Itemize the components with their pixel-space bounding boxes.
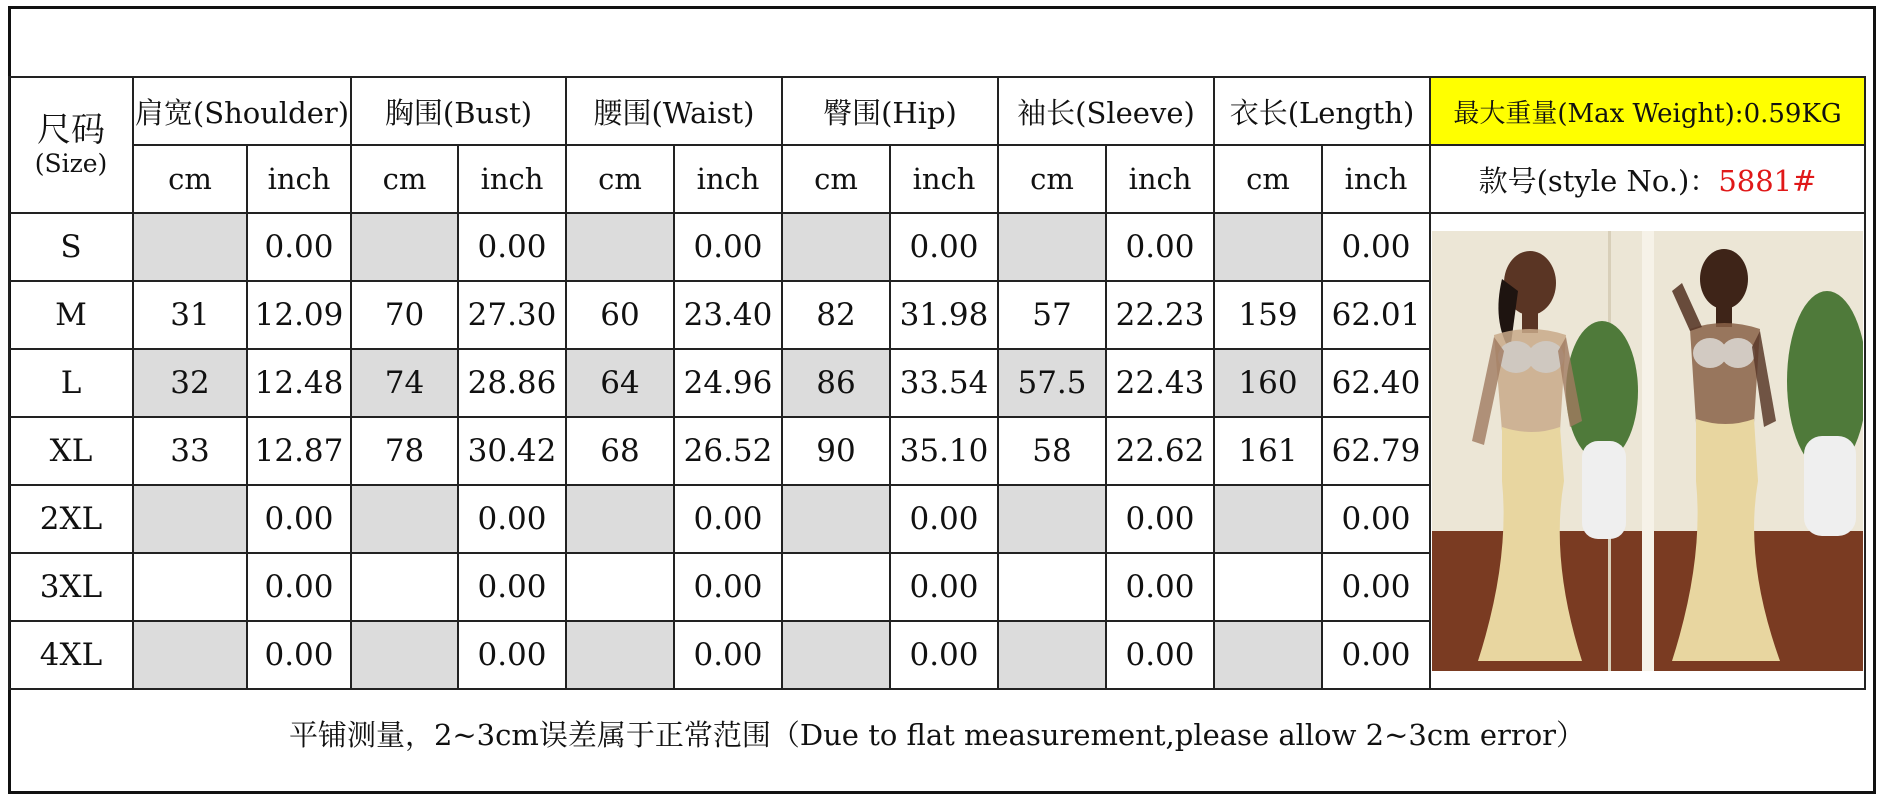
table-cell: 0.00 [890,621,998,689]
table-cell [782,485,890,553]
table-cell: 0.00 [247,553,351,621]
table-cell: 74 [351,349,458,417]
table-cell [351,485,458,553]
table-cell [1214,485,1322,553]
table-cell: 0.00 [1106,621,1214,689]
table-cell [998,621,1106,689]
table-cell: 90 [782,417,890,485]
table-cell [351,213,458,281]
unit-inch: inch [674,145,782,213]
measure-header-sleeve: 袖长(Sleeve) [998,77,1214,145]
table-cell: 0.00 [1106,485,1214,553]
table-cell: 28.86 [458,349,566,417]
table-cell: 0.00 [247,485,351,553]
table-cell: 22.62 [1106,417,1214,485]
table-cell: 27.30 [458,281,566,349]
table-cell: 22.23 [1106,281,1214,349]
table-cell: 82 [782,281,890,349]
size-label: XL [9,417,133,485]
table-cell [566,621,674,689]
table-row [9,213,1865,281]
table-cell: 12.87 [247,417,351,485]
size-header-cn: 尺码 [37,110,105,151]
table-cell: 30.42 [458,417,566,485]
style-number-value: 5881# [1718,163,1817,198]
table-cell: 0.00 [1106,213,1214,281]
table-cell: 62.40 [1322,349,1430,417]
table-cell: 22.43 [1106,349,1214,417]
measure-header-shoulder: 肩宽(Shoulder) [133,77,351,145]
table-cell: 35.10 [890,417,998,485]
table-cell [351,553,458,621]
table-cell: 161 [1214,417,1322,485]
measure-header-bust: 胸围(Bust) [351,77,566,145]
table-cell: 32 [133,349,247,417]
table-cell: 86 [782,349,890,417]
table-cell: 62.01 [1322,281,1430,349]
table-cell: 159 [1214,281,1322,349]
unit-inch: inch [890,145,998,213]
table-cell [1214,621,1322,689]
table-cell: 58 [998,417,1106,485]
table-cell: 0.00 [890,213,998,281]
measure-header-hip: 臀围(Hip) [782,77,998,145]
unit-inch: inch [247,145,351,213]
product-photo [1430,213,1865,689]
style-number-label: 款号(style No.)： [1478,163,1719,198]
size-chart-table [8,76,1866,776]
table-cell [566,485,674,553]
table-cell: 160 [1214,349,1322,417]
table-cell: 0.00 [458,485,566,553]
unit-inch: inch [1322,145,1430,213]
unit-inch: inch [1106,145,1214,213]
table-cell: 0.00 [674,553,782,621]
max-weight-label: 最大重量(Max Weight):0.59KG [1430,77,1865,145]
table-cell: 0.00 [458,553,566,621]
table-cell [133,553,247,621]
header-row [9,77,1865,145]
table-cell [998,553,1106,621]
size-label: 4XL [9,621,133,689]
style-number-cell [1430,145,1865,213]
table-cell: 0.00 [674,213,782,281]
size-header [9,77,133,213]
table-cell [133,621,247,689]
size-label: 3XL [9,553,133,621]
table-cell: 57.5 [998,349,1106,417]
table-cell: 0.00 [247,621,351,689]
table-cell [351,621,458,689]
table-cell: 12.48 [247,349,351,417]
table-cell [566,213,674,281]
table-cell: 78 [351,417,458,485]
table-cell: 62.79 [1322,417,1430,485]
size-header-en: (Size) [34,149,108,179]
photo-illustration [1432,231,1863,671]
table-cell [782,553,890,621]
table-cell [1214,553,1322,621]
table-cell: 26.52 [674,417,782,485]
size-label: L [9,349,133,417]
table-cell: 0.00 [1322,553,1430,621]
unit-cm: cm [566,145,674,213]
unit-cm: cm [782,145,890,213]
size-label: S [9,213,133,281]
table-cell [782,621,890,689]
footer-note: 平铺测量，2~3cm误差属于正常范围（Due to flat measurement,please allow 2~3cm error） [9,689,1865,776]
table-cell: 0.00 [1322,621,1430,689]
table-cell: 57 [998,281,1106,349]
footer-row [9,689,1865,776]
unit-cm: cm [1214,145,1322,213]
table-cell: 23.40 [674,281,782,349]
table-cell: 0.00 [890,485,998,553]
unit-cm: cm [351,145,458,213]
size-label: 2XL [9,485,133,553]
table-cell: 31.98 [890,281,998,349]
table-cell [133,485,247,553]
table-cell [998,485,1106,553]
measure-header-length: 衣长(Length) [1214,77,1430,145]
table-cell: 33.54 [890,349,998,417]
table-cell: 70 [351,281,458,349]
table-cell: 0.00 [247,213,351,281]
table-cell: 33 [133,417,247,485]
table-cell: 0.00 [458,621,566,689]
table-cell [782,213,890,281]
table-cell: 0.00 [890,553,998,621]
table-cell: 12.09 [247,281,351,349]
table-cell: 0.00 [1106,553,1214,621]
table-cell [566,553,674,621]
table-cell: 0.00 [1322,485,1430,553]
unit-cm: cm [133,145,247,213]
table-cell: 68 [566,417,674,485]
size-label: M [9,281,133,349]
table-cell: 64 [566,349,674,417]
table-cell [998,213,1106,281]
table-cell: 0.00 [458,213,566,281]
unit-inch: inch [458,145,566,213]
unit-row [9,145,1865,213]
table-cell: 31 [133,281,247,349]
table-cell: 0.00 [1322,213,1430,281]
table-cell: 0.00 [674,621,782,689]
table-cell [133,213,247,281]
measure-header-waist: 腰围(Waist) [566,77,782,145]
unit-cm: cm [998,145,1106,213]
table-cell: 60 [566,281,674,349]
table-cell: 24.96 [674,349,782,417]
table-cell: 0.00 [674,485,782,553]
table-cell [1214,213,1322,281]
